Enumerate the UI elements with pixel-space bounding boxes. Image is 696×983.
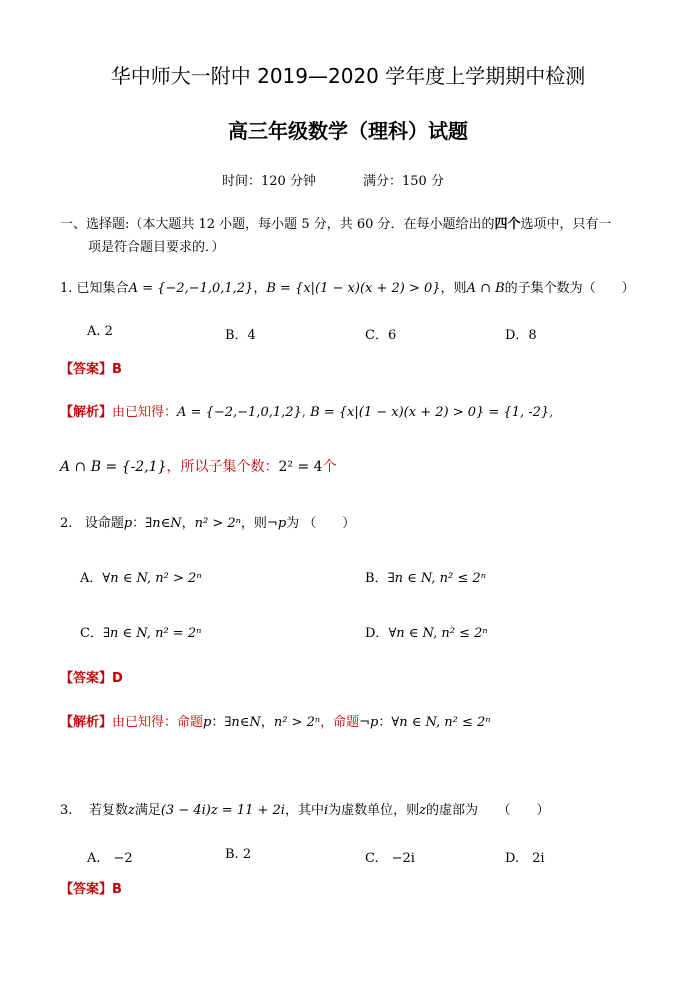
option-math: ∃n ∈ N, n² = 2ⁿ <box>102 626 202 641</box>
analysis-text: 个 <box>322 459 337 475</box>
question-text: 已知集合 <box>76 281 129 296</box>
option-c <box>80 622 201 641</box>
analysis-text: ，命题 <box>320 715 360 730</box>
exists-clause: ∃n∈N <box>145 516 182 531</box>
analysis-1-line2 <box>60 456 337 476</box>
answer-label: 【答案】 <box>60 362 113 377</box>
answer-label: 【答案】 <box>60 671 113 686</box>
analysis-label: 【解析】 <box>60 405 113 420</box>
question-text: 满足 <box>134 803 161 818</box>
analysis-2 <box>60 711 491 730</box>
option-b <box>365 567 486 586</box>
time-label: 时间：120 分钟 <box>222 174 316 189</box>
variable-z: z <box>419 803 427 818</box>
option-b: B. 2 <box>225 847 252 862</box>
intersection: A ∩ B <box>466 281 505 296</box>
analysis-math: p <box>203 715 212 730</box>
question-text: 为虚数单位，则 <box>328 803 420 818</box>
option-d <box>365 622 488 641</box>
option-c: C. −2i <box>365 851 415 866</box>
condition: n² > 2ⁿ <box>194 516 241 531</box>
punct: ， <box>260 715 274 730</box>
option-label: D． <box>365 626 389 641</box>
section-heading-text-a: 一、选择题:（本大题共 12 小题，每小题 5 分，共 60 分．在每小题给出的 <box>60 217 495 232</box>
punct: ， <box>253 281 267 296</box>
analysis-math: ∃n∈N <box>224 715 261 730</box>
section-heading-text-b: 选项中，只有一 <box>520 217 612 232</box>
analysis-text: ，所以子集个数： <box>166 459 279 475</box>
option-c: C．6 <box>365 328 397 343</box>
not-p: ¬p <box>266 516 287 531</box>
exam-title: 华中师大一附中 2019—2020 学年度上学期期中检测 <box>110 64 586 88</box>
option-label: A． <box>80 571 103 586</box>
proposition-p: p <box>123 516 133 531</box>
equation: (3 − 4i)z = 11 + 2i <box>160 803 285 818</box>
question-text: 若复数 <box>88 803 128 818</box>
option-a: A. 2 <box>87 324 113 339</box>
answer-1 <box>60 358 122 377</box>
question-number: 1. <box>60 281 73 296</box>
answer-2 <box>60 667 123 686</box>
analysis-label: 【解析】 <box>60 715 113 730</box>
question-text: ，则 <box>440 281 467 296</box>
question-text: 的子集个数为（ ） <box>504 281 635 296</box>
analysis-text: 由已知得：命题 <box>112 715 204 730</box>
answer-value: D <box>112 671 123 686</box>
option-d: D．8 <box>505 328 537 343</box>
option-label: B． <box>365 571 388 586</box>
question-number: 3. <box>60 803 73 818</box>
analysis-math: ∀n ∈ N, n² ≤ 2ⁿ <box>391 715 491 730</box>
option-math: ∀n ∈ N, n² ≤ 2ⁿ <box>388 626 488 641</box>
question-3 <box>60 799 550 818</box>
punct: ： <box>378 715 392 730</box>
analysis-math: A = {−2,−1,0,1,2} <box>177 405 302 420</box>
question-text: 的虚部为 （ ） <box>426 803 550 818</box>
variable-i: i <box>323 803 329 818</box>
option-a: A. −2 <box>87 851 133 866</box>
answer-label: 【答案】 <box>60 882 113 897</box>
subset-count: 2² = 4 <box>278 459 323 475</box>
analysis-1: 【解析】由已知得：A = {−2,−1,0,1,2}, B = {x|(1 − x)(x + 2) > 0} = {1, -2}, <box>60 405 554 420</box>
section-heading-bold: 四个 <box>494 217 521 232</box>
option-b: B．4 <box>225 328 256 343</box>
option-d: D. 2i <box>505 851 545 866</box>
section-heading <box>60 213 612 232</box>
section-heading-line2: 项是符合题目要求的．） <box>88 240 225 255</box>
answer-3 <box>60 878 122 897</box>
analysis-text: 由已知得： <box>112 405 178 420</box>
question-2 <box>60 512 355 531</box>
punct: ： <box>132 516 146 531</box>
question-text: ，其中 <box>284 803 324 818</box>
answer-value: B <box>112 882 122 897</box>
analysis-math: n² > 2ⁿ <box>273 715 321 730</box>
option-math: ∀n ∈ N, n² > 2ⁿ <box>102 571 202 586</box>
question-text: 设命题 <box>84 516 124 531</box>
score-label: 满分：150 分 <box>363 174 444 189</box>
analysis-math: ¬p <box>359 715 379 730</box>
intersection-result: A ∩ B = {-2,1} <box>60 459 167 475</box>
question-1 <box>60 277 635 296</box>
punct: ， <box>181 516 195 531</box>
option-a <box>80 567 202 586</box>
question-number: 2. <box>60 516 73 531</box>
question-text: ，则 <box>240 516 267 531</box>
analysis-math: B = {x|(1 − x)(x + 2) > 0} = {1, -2} <box>310 405 550 420</box>
option-label: C． <box>80 626 103 641</box>
question-text: 为 （ ） <box>286 516 356 531</box>
answer-value: B <box>112 362 122 377</box>
punct: ： <box>211 715 225 730</box>
set-a: A = {−2,−1,0,1,2} <box>128 281 254 296</box>
exam-subtitle: 高三年级数学（理科）试题 <box>228 119 468 143</box>
variable-z: z <box>127 803 135 818</box>
set-b: B = {x|(1 − x)(x + 2) > 0} <box>266 281 441 296</box>
option-math: ∃n ∈ N, n² ≤ 2ⁿ <box>387 571 486 586</box>
